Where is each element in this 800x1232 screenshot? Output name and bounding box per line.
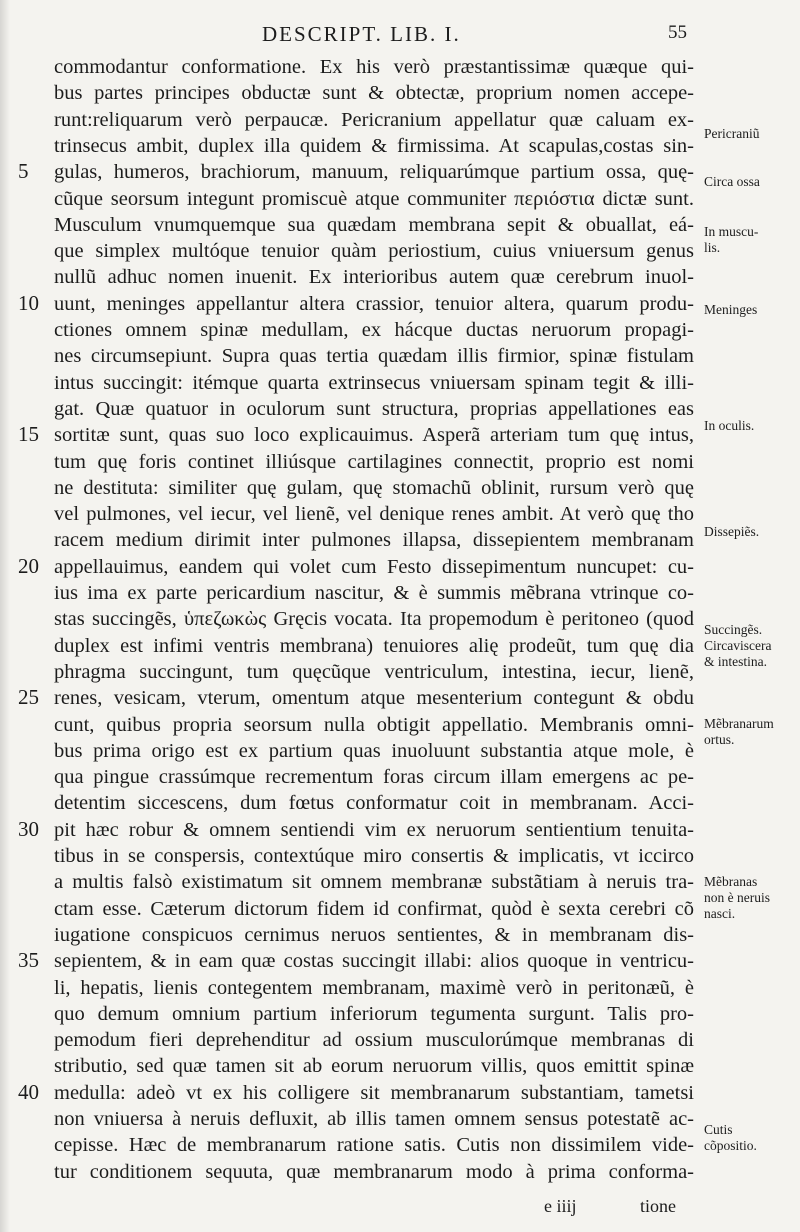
line-text: quo demum omnium partium inferiorum tegumenta surgunt. Talis pro- (54, 1002, 694, 1025)
line-text: ne destituta: similiter quę gulam, quę stomachũ oblinit, rursum verò quę (54, 476, 694, 499)
margin-note: Meninges (704, 302, 758, 317)
text-line (0, 922, 800, 949)
text-line (0, 738, 800, 765)
line-text: tum quę foris continet illiúsque cartilagines connectit, proprio est nomi (54, 450, 694, 473)
line-text: racem medium dirimit inter pulmones illapsa, dissepientem membranam (54, 529, 694, 552)
running-head: DESCRIPT. LIB. I. (262, 22, 461, 46)
margin-note: Succingẽs. Circaviscera & intestina. (704, 622, 772, 669)
text-line (0, 291, 800, 318)
line-text: renes, vesicam, vterum, omentum atque mesenterium contegunt & obdu (54, 687, 694, 710)
text-line (0, 449, 800, 476)
text-line (0, 1027, 800, 1054)
text-line (0, 186, 800, 213)
text-line (0, 1053, 800, 1080)
text-line (0, 633, 800, 660)
line-text: pemodum fieri deprehenditur ad ossium musculorúmque membranas di (54, 1029, 694, 1052)
line-number: 40 (18, 1079, 39, 1104)
text-line (0, 1132, 800, 1159)
text-line (0, 580, 800, 607)
text-line (0, 317, 800, 344)
text-line (0, 396, 800, 423)
line-text: appellauimus, eandem qui volet cum Festo dissepimentum nuncupet: cu- (54, 555, 694, 578)
margin-note: In muscu- lis. (704, 224, 759, 255)
text-line (0, 212, 800, 239)
line-text: detentim siccescens, dum fœtus conformatur coit in membranam. Acci- (54, 792, 694, 815)
line-text: ctiones omnem spinæ medullam, ex hácque ductas neruorum propagi- (54, 319, 694, 341)
line-text: stributio, sed quæ tamen sit ab eorum neruorum villis, quos emittit spinæ (54, 1055, 694, 1078)
line-number: 20 (18, 553, 39, 578)
line-text: cepisse. Hæc de membranarum ratione satis. Cutis non dissimilem vide- (54, 1134, 694, 1157)
line-text: nullũ adhuc nomen inuenit. Ex interioribus autem quæ cerebrum inuol- (54, 266, 694, 289)
text-line (0, 606, 800, 633)
text-line (0, 1159, 800, 1186)
text-line (0, 238, 800, 265)
line-text: stas succingẽs, ὑπεζωκὼς Gręcis vocata. Ita propemodum è peritoneo (quod (54, 608, 694, 631)
line-text: pit hæc robur & omnem sentiendi vim ex neruorum sentientium tenuita- (54, 818, 694, 841)
line-text: bus partes principes obductæ sunt & obtectæ, proprium nomen accepe- (54, 82, 694, 105)
text-line (0, 159, 800, 186)
text-line (0, 1106, 800, 1133)
text-line (0, 264, 800, 291)
text-line (0, 659, 800, 686)
text-line (0, 948, 800, 975)
text-line (0, 554, 800, 581)
text-line (0, 1001, 800, 1028)
text-line (0, 685, 800, 712)
line-text: cunt, quibus propria seorsum nulla obtigit appellatio. Membranis omni- (54, 713, 694, 736)
line-text: tur conditionem sequuta, quæ membranarum modo à prima conforma- (54, 1160, 694, 1183)
text-line (0, 1080, 800, 1107)
line-text: gat. Quæ quatuor in oculorum sunt structura, proprias appellationes eas (54, 397, 694, 420)
line-text: nes circumsepiunt. Supra quas tertia quædam illis firmior, spinæ fistulam (54, 345, 694, 368)
line-text: li, hepatis, lienis contegentem membranam, maximè verò in peritonæũ, è (54, 976, 694, 999)
line-text: iugatione conspicuos cernimus neruos sentientes, & in membranam dis- (54, 923, 694, 946)
margin-note: Pericraniũ (704, 126, 760, 141)
text-line (0, 343, 800, 370)
line-text: que simplex multóque tenuior quàm periostium, cuius vniuersum genus (54, 240, 694, 263)
margin-note: Cutis cõpositio. (704, 1122, 757, 1153)
text-line (0, 896, 800, 923)
text-line (0, 527, 800, 554)
margin-note: Circa ossa (704, 174, 760, 189)
text-line (0, 133, 800, 160)
page-header (0, 22, 800, 52)
text-line (0, 107, 800, 134)
line-number: 35 (18, 948, 39, 973)
line-text: phragma succingunt, tum quęcũque ventriculum, intestina, iecur, lienẽ, (54, 660, 694, 683)
text-line (0, 790, 800, 817)
line-text: medulla: adeò vt ex his colligere sit membranarum substantiam, tametsi (54, 1081, 694, 1104)
line-text: a multis falsò existimatum sit omnem membranæ substãtiam à neruis tra- (54, 871, 694, 894)
text-line (0, 80, 800, 107)
line-text: tibus in se conspersis, contextúque miro consertis & implicatis, vt iccirco (54, 845, 694, 867)
line-text: cũque seorsum integunt promiscuè atque communiter περιόστια dictæ sunt. (54, 187, 694, 210)
line-number: 5 (18, 159, 29, 184)
line-text: ius ima ex parte pericardium nascitur, & è summis mẽbrana vtrinque co- (54, 582, 694, 604)
margin-note: Mẽbranas non è neruis nasci. (704, 874, 770, 921)
text-line (0, 501, 800, 528)
line-number: 25 (18, 685, 39, 710)
line-text: intus succingit: itémque quarta extrinsecus vniuersam spinam tegit & illi- (54, 371, 694, 394)
line-text: runt:reliquarum verò perpaucæ. Pericranium appellatur quæ caluam ex- (54, 108, 694, 131)
line-text: non vniuersa à neruis defluxit, ab illis tamen omnem sensus potestatẽ ac- (54, 1108, 694, 1130)
line-text: duplex est infimi ventris membrana) tenuiores alię prodeũt, tum quę dia (54, 634, 694, 657)
text-line (0, 869, 800, 896)
line-number: 10 (18, 290, 39, 315)
text-line (0, 54, 800, 81)
text-line (0, 475, 800, 502)
text-line (0, 370, 800, 397)
line-text: sepientem, & in eam quæ costas succingit illabi: alios quoque in ventricu- (54, 950, 694, 973)
margin-note: Dissepiẽs. (704, 524, 760, 539)
line-text: qua pingue crassúmque recrementum foras circum illam emergens ac pe- (54, 766, 694, 789)
text-line (0, 422, 800, 449)
margin-note: Mẽbranarum ortus. (704, 716, 774, 747)
line-text: uunt, meninges appellantur altera crassior, tenuior altera, quarum produ- (54, 292, 694, 315)
line-text: commodantur conformatione. Ex his verò præstantissimæ quæque qui- (54, 56, 694, 78)
margin-note: In oculis. (704, 418, 755, 433)
text-line (0, 764, 800, 791)
line-number: 30 (18, 816, 39, 841)
line-text: trinsecus ambit, duplex illa quidem & firmissima. At scapulas,costas sin- (54, 134, 694, 157)
text-line (0, 975, 800, 1002)
page-footer (0, 1196, 800, 1222)
line-number: 15 (18, 422, 39, 447)
line-text: Musculum vnumquemque sua quædam membrana sepit & obuallat, eá- (54, 213, 694, 236)
folio-number: 55 (668, 22, 687, 43)
signature-mark: e iiij (544, 1196, 577, 1216)
catchword: tione (640, 1196, 676, 1216)
text-line (0, 817, 800, 844)
line-text: ctam esse. Cæterum dictorum fidem id confirmat, quòd è sexta cerebri cõ (54, 897, 694, 920)
line-text: bus prima origo est ex partium quas inuoluunt substantia atque mole, è (54, 739, 694, 762)
text-line (0, 843, 800, 870)
text-line (0, 712, 800, 739)
line-text: gulas, humeros, brachiorum, manuum, reliquarúmque partium ossa, quę- (54, 161, 694, 184)
line-text: sortitæ sunt, quas suo loco explicauimus. Asperã arteriam tum quę intus, (54, 424, 694, 447)
line-text: vel pulmones, vel iecur, vel lienẽ, vel denique renes ambit. At verò quę tho (54, 503, 694, 526)
